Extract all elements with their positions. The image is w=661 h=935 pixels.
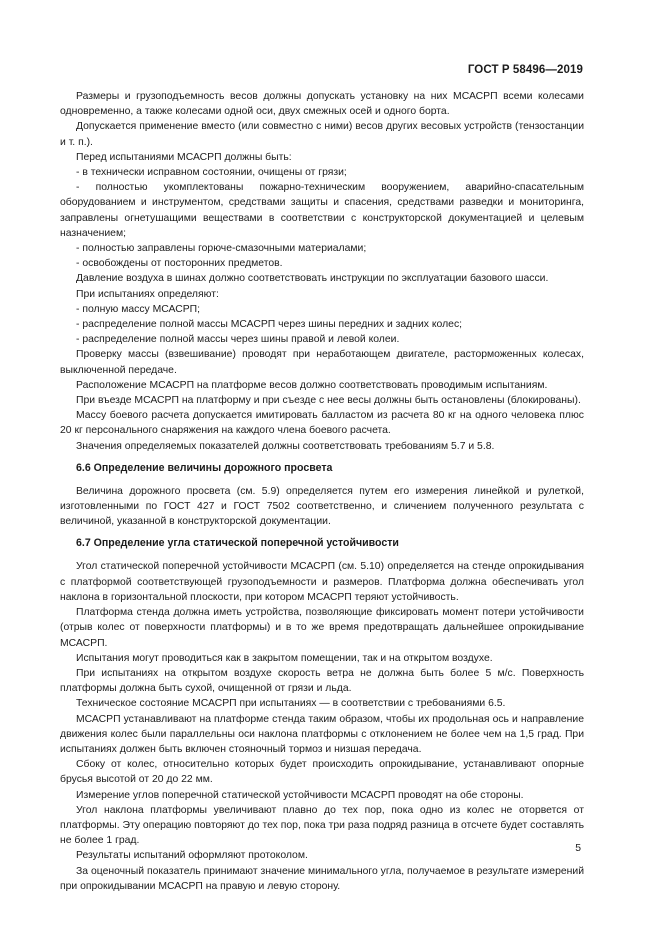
- list-item: - полную массу МСАСРП;: [76, 303, 201, 315]
- document-standard-header: ГОСТ Р 58496—2019: [467, 64, 583, 76]
- paragraph: За оценочный показатель принимают значение минимального угла, получаемое в результате измерений при опрокидывании МСАСРП на правую и левую сторону.: [60, 865, 584, 892]
- paragraph: Испытания могут проводиться как в закрытом помещении, так и на открытом воздухе.: [76, 652, 493, 664]
- paragraph: Расположение МСАСРП на платформе весов должно соответствовать проводимым испытаниям.: [76, 379, 548, 391]
- paragraph: Угол наклона платформы увеличивают плавно до тех пор, пока одно из колес не оторвется от платформы. Эту операцию повторяют до тех пор, пока три раза подряд разница в отсчете будет составлять не более 1 град.: [60, 804, 584, 847]
- paragraph: Размеры и грузоподъемность весов должны допускать установку на них МСАСРП всеми колесами одновременно, а также колесами одной оси, двух смежных осей и одного борта.: [60, 91, 584, 118]
- paragraph: Результаты испытаний оформляют протоколом.: [76, 850, 308, 862]
- paragraph: При испытаниях определяют:: [76, 288, 219, 300]
- list-item: - в технически исправном состоянии, очищены от грязи;: [76, 167, 347, 179]
- paragraph: Угол статической поперечной устойчивости МСАСРП (см. 5.10) определяется на стенде опрокидывания с платформой соответствующей грузоподъемности и размеров. Платформа должна обеспечивать угол наклона в горизонтальной плоскости, при котором МСАСРП теряют устойчивость.: [60, 561, 584, 603]
- paragraph: МСАСРП устанавливают на платформе стенда таким образом, чтобы их продольная ось и направление движения колес были параллельны оси наклона платформы с отклонением не более чем на 1,5 град. При испытаниях должен быть включен стояночный тормоз и низшая передача.: [60, 713, 584, 755]
- document-body: [60, 89, 584, 894]
- page-number: 5: [575, 843, 581, 854]
- list-item: - полностью заправлены горюче-смазочными материалами;: [76, 243, 367, 255]
- paragraph: Величина дорожного просвета (см. 5.9) определяется путем его измерения линейкой и рулеткой, изготовленными по ГОСТ 427 и ГОСТ 7502 соответственно, и сличением полученного результата с величиной, указанной в конструкторской документации.: [60, 485, 584, 528]
- paragraph: При испытаниях на открытом воздухе скорость ветра не должна быть более 5 м/с. Поверхность платформы должна быть сухой, очищенной от грязи и льда.: [60, 667, 584, 695]
- paragraph: Измерение углов поперечной статической устойчивости МСАСРП проводят на обе стороны.: [76, 789, 524, 801]
- section-6-7-heading: 6.7 Определение угла статической поперечной устойчивости: [76, 537, 399, 550]
- section-6-7-body: [60, 559, 584, 893]
- section-6-6-body: [60, 484, 584, 530]
- list-item: - освобождены от посторонних предметов.: [76, 258, 283, 270]
- list-item: - распределение полной массы через шины правой и левой колеи.: [76, 334, 400, 346]
- paragraph: При въезде МСАСРП на платформу и при съезде с нее весы должны быть остановлены (блокированы).: [76, 395, 581, 407]
- paragraph: Давление воздуха в шинах должно соответствовать инструкции по эксплуатации базового шасси.: [76, 273, 549, 285]
- paragraph: Сбоку от колес, относительно которых будет происходить опрокидывание, устанавливают опорные брусья высотой от 20 до 22 мм.: [60, 759, 584, 786]
- paragraph: Техническое состояние МСАСРП при испытаниях — в соответствии с требованиями 6.5.: [76, 698, 506, 710]
- list-item: - полностью укомплектованы пожарно-техническим вооружением, аварийно-спасательным оборудованием и инструментом, средствами защиты и спасения, средствами разведки и мониторинга, заправлены огнетушащими веществами в соответствии с конструкторской документацией и целевым назначением;: [60, 182, 584, 239]
- paragraph: Массу боевого расчета допускается имитировать балластом из расчета 80 кг на одного человека плюс 20 кг персонального снаряжения на каждого члена боевого расчета.: [60, 410, 584, 437]
- paragraph: Допускается применение вместо (или совместно с ними) весов других весовых устройств (тензостанции и т. п.).: [60, 121, 584, 148]
- paragraph: Перед испытаниями МСАСРП должны быть:: [76, 151, 292, 163]
- list-item: - распределение полной массы МСАСРП через шины передних и задних колес;: [76, 319, 463, 331]
- paragraph: Платформа стенда должна иметь устройства, позволяющие фиксировать момент потери устойчивости (отрыв колес от поверхности платформы) и в то же время предотвращать дальнейшее опрокидывание МСАСРП.: [60, 607, 584, 649]
- weighing-paragraphs: [60, 89, 584, 454]
- paragraph: Проверку массы (взвешивание) проводят при неработающем двигателе, расторможенных колесах, выключенной передаче.: [60, 349, 584, 376]
- paragraph: Значения определяемых показателей должны соответствовать требованиям 5.7 и 5.8.: [76, 440, 495, 452]
- section-6-6-heading: 6.6 Определение величины дорожного просвета: [76, 461, 333, 474]
